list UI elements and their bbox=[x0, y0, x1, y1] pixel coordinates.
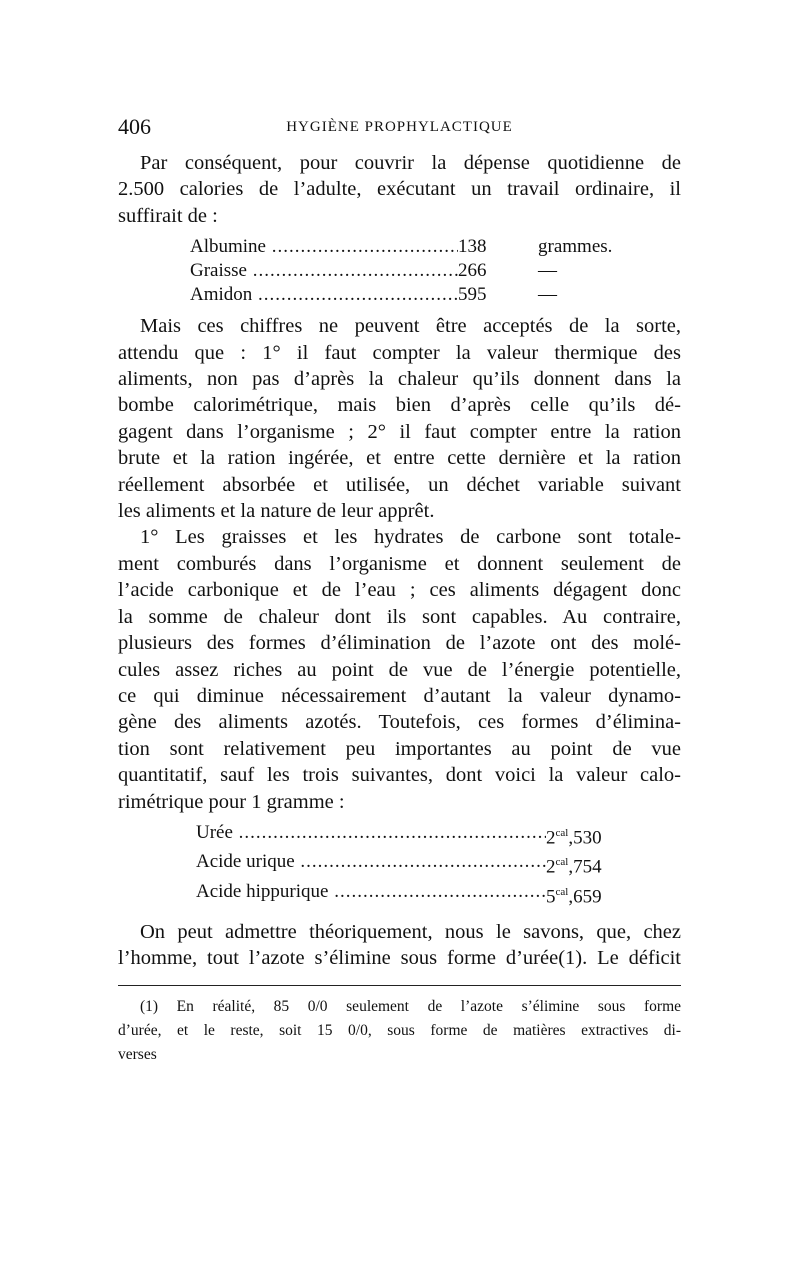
text-line: Par conséquent, pour couvrir la dépense quotidienne de bbox=[140, 152, 681, 174]
row-unit: grammes. bbox=[538, 236, 613, 258]
text-line: brute et la ration ingérée, et entre cette dernière et la ration bbox=[118, 447, 681, 470]
footnote-line: (1) En réalité, 85 0/0 seulement de l’azote s’élimine sous forme bbox=[140, 998, 681, 1015]
paragraph-1 bbox=[118, 150, 681, 229]
text-line: cules assez riches au point de vue de l’énergie potentielle, bbox=[118, 658, 681, 681]
text-line: les aliments et la nature de leur apprêt. bbox=[118, 500, 435, 523]
row-value: 138 bbox=[458, 236, 487, 258]
footnote-line: d’urée, et le reste, soit 15 0/0, sous forme de matières extractives di- bbox=[118, 1022, 681, 1039]
row-value: $2^{cal},530$ bbox=[546, 826, 602, 849]
row-label: Albumine ..... bbox=[190, 235, 458, 259]
table-row bbox=[196, 850, 681, 879]
page-number: 406 bbox=[118, 114, 151, 139]
text-line: quantitatif, sauf les trois suivantes, dont voici la valeur calo- bbox=[118, 764, 681, 787]
text-line: l’acide carbonique et de l’eau ; ces aliments dégagent donc bbox=[118, 579, 681, 602]
table-row bbox=[190, 259, 681, 283]
footnote-rule bbox=[118, 985, 681, 986]
paragraph-4 bbox=[118, 919, 681, 972]
row-unit: — bbox=[538, 260, 557, 282]
row-label: Graisse ..... bbox=[190, 259, 458, 283]
text-line: 2.500 calories de l’adulte, exécutant un travail ordinaire, il bbox=[118, 178, 681, 201]
row-value: $2^{cal},754$ bbox=[546, 856, 602, 878]
row-value: $5^{cal},659$ bbox=[546, 885, 602, 907]
table-row bbox=[196, 880, 681, 909]
page-header bbox=[118, 114, 681, 144]
row-label: Acide urique ..... bbox=[196, 850, 546, 879]
row-unit: — bbox=[538, 284, 557, 306]
row-value: 595 bbox=[458, 284, 487, 306]
paragraph-2 bbox=[118, 313, 681, 524]
text-line: plusieurs des formes d’élimination de l’azote ont des molé- bbox=[118, 632, 681, 655]
text-line: gène des aliments azotés. Toutefois, ces formes d’élimina- bbox=[118, 711, 681, 734]
text-line: ment comburés dans l’organisme et donnent seulement de bbox=[118, 552, 681, 575]
footnote-line: verses bbox=[118, 1046, 157, 1063]
row-value: 266 bbox=[458, 260, 487, 282]
row-label: Acide hippurique ..... bbox=[196, 880, 546, 909]
text-line: la somme de chaleur dont ils sont capables. Au contraire, bbox=[118, 605, 681, 628]
text-line: bombe calorimétrique, mais bien d’après celle qu’ils dé- bbox=[118, 394, 681, 417]
footnote bbox=[118, 995, 681, 1067]
text-line: réellement absorbée et utilisée, un déchet variable suivant bbox=[118, 473, 681, 496]
text-line: gagent dans l’organisme ; 2° il faut compter entre la ration bbox=[118, 420, 681, 443]
row-label: Amidon ..... bbox=[190, 283, 458, 307]
running-head: HYGIÈNE PROPHYLACTIQUE bbox=[286, 119, 513, 135]
table-row bbox=[196, 821, 681, 850]
paragraph-3 bbox=[118, 524, 681, 814]
calorie-table bbox=[196, 821, 681, 909]
text-line: ce qui diminue nécessairement d’autant la valeur dynamo- bbox=[118, 684, 681, 707]
text-line: tion sont relativement peu importantes au point de vue bbox=[118, 737, 681, 760]
text-line: rimétrique pour 1 gramme : bbox=[118, 790, 345, 813]
text-line: Mais ces chiffres ne peuvent être acceptés de la sorte, bbox=[140, 315, 681, 338]
ration-table bbox=[190, 235, 681, 307]
table-row bbox=[190, 283, 681, 307]
text-line: 1° Les graisses et les hydrates de carbone sont totale- bbox=[140, 526, 681, 549]
row-label: Urée ..... bbox=[196, 821, 546, 850]
text-line: l’homme, tout l’azote s’élimine sous forme d’urée(1). Le déficit bbox=[118, 947, 681, 970]
text-line: aliments, non pas d’après la chaleur qu’ils donnent dans la bbox=[118, 368, 681, 391]
text-line: suffirait de : bbox=[118, 204, 218, 227]
main-text bbox=[118, 150, 681, 972]
text-line: attendu que : 1° il faut compter la valeur thermique des bbox=[118, 341, 681, 364]
text-line: On peut admettre théoriquement, nous le savons, que, chez bbox=[140, 920, 681, 943]
table-row bbox=[190, 235, 681, 259]
